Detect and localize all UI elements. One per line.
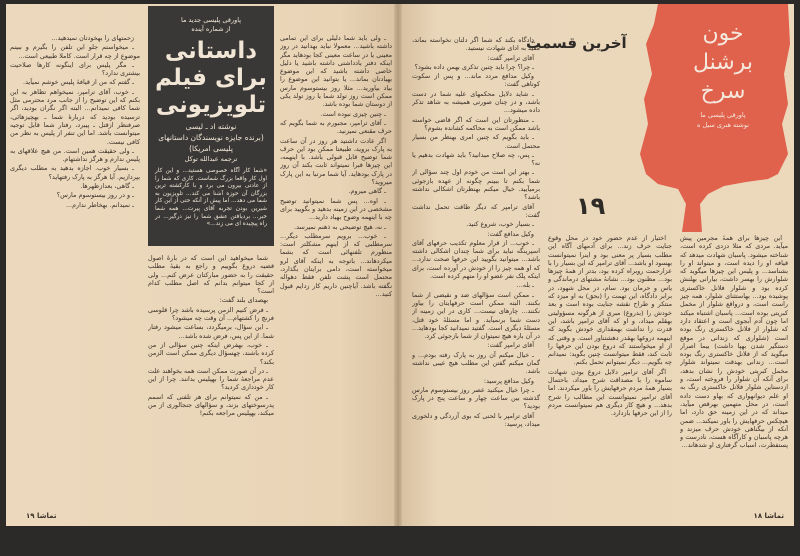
red-headline [673,19,773,130]
paragraph: ـ نه، هیچ توضیحی به ذهنم نمیرسد. [294,222,386,231]
paragraph: آقای ترامپر گفت: [487,53,534,62]
subtitle: پاورقی پلیسی ما [700,111,746,119]
paragraph: این چیزها برای همهٔ مجرمین پیش میآید. مردی که مثلا دزدی کرده است، شناخته میشود. پاسبان شهادت میدهد که قیافه او را دیده است، و میتواند او را بشناسد... و پلیس این چیزها میگوید که شلوارش را بهسر داشت، بیارانی بهلنش کرده بود و شلوار فلانل خاکستری پوشیده بود... بهاستثنای شلوار، همه چیز راست است، و درواقع شلوار از مخمل کبریتی بوده است... پاسبان اشتباه میکند اما چون آدم آبجوی است و اعتقاد دارد که شلوار از فلانل خاکستری رنگ بوده است (شلواری که زندانی در موقع دستگیر شدن بهپا داشت) بیما اصرار میگوید که از فلانل خاکستری رنگ بوده است... زندانی بهدقت نمیتواند شلوار مخمل کبریتی خودش را نشان بدهد، برای آنکه آن شلوار را فروخته است، و ازدستاین شلوار فلانل خاکستری رنگ به او علم دیوانهواری که بهاو دست داده است، در محل متهمین بهرقص میآید، میداند که در این زمینه حق دارد، اما هیچکس حرفهایش را باور نمیکند... ضمن آنکه از بیگناهی خودش حرف میزند و هرچه پاسبان و کارآگاه هست، نادرست و پستفطرت، اسباب گرفتاری او شدهاند... [680,234,788,450]
left-column-2 [148,254,274,512]
paragraph: وکیل مدافع مردد ماند... و پس از سکوت کوتاهی گفت: [412,72,540,89]
page-number-right: تماشا ۱۸ [753,512,784,520]
paragraph: ـ گفتم که من از قیافهٔ پلیس خوشم نمیآید. [23,78,134,87]
paragraph: ـ ولی حقیقت همین است. من هیچ علاقهای به پلیس ندارم و هرگز نداشتهام. [10,146,140,164]
author: نوشته اد ـ لیسی [185,122,237,131]
paragraph: آقای ترامپر گفت: [487,341,534,350]
paragraph: ـ نمیدانم. بهخاطر ندارم... [65,200,134,209]
paragraph: وکیل مدافع گفت: [487,229,534,238]
paragraph: آقای ترامپر با لحنی که بوی آزردگی و دلخوری میداد، پرسید: [412,411,540,429]
paragraph: ـ بسیار خوب، شروع کنید. [466,220,534,229]
translator: ترجمه عبدالله توکل [184,155,238,163]
paragraph: اختیار از عدم حضور خود در محل وقوع جنایت حرف زند... برای آدمهای آگاه این مطلب بسیار پر معنی بود و اینرا نمیتوانست بهسود او باشد... آقای ترامپر که این بسیار را با عزارحمت روبراه کرده بود، بدتر از همهٔ چیزها بود... مظنون بود... نشانهٔ مشتهای درماندگی و یاس و حرمان بود. سام، در محل شهود، در برابر دادگاه، این تهمت را (بحق) به او میزد که منتکر و طراح نقشه جنایت بوده است و بعد خودش را (بدروغ) مبری از هرگونه مسؤولیتی بهقلم میداد، و او که آقای ترامپر باشد، این قدرت را نداشت بهمقداری خودش بگوید که اینهمه دروغها بهقدر دهشتناور است. و وقتی که از او میخواستند که دروغ بودن این حرفها را ثابت کند، فقط میتوانست چنین بگوید: نمیدانم چه بگویم... دیگر نمیتوانم تحمل بکنم. [548,234,672,367]
right-column-2 [548,234,672,514]
paragraph: ـ مگر پلیس برای اینگونه کارها صلاحیت بیشتری ندارد؟ [10,60,140,78]
paragraph: ـ باید بگویم که چنین امری بهنظر من بسیار محتمل است. [412,133,540,150]
episode-number: ۱۹ [576,192,606,220]
paragraph: ـ میخواستم جلو این تلفن را بگیرم و ببینم موضوع از چه قرار است. کاملا طبیعی است... [10,43,140,60]
page-number-left: تماشا ۱۹ [26,512,57,520]
paragraph: ـ ممکن است سؤالهای ضد و نقیضی از شما بکنند. البته ممکن است حرفهایتان را بیاور نکنند... چارهای نیست... کاری در این زمینه از دست شما برنمیآید. و اما مسئلهٔ خود قتل، مسئلهٔ دیگری است. گفتید نمیدانید کجا بودهاید... در آن باره هیچ نمیتوان از شما بازجوئی کرد. [412,290,540,341]
left-column-1 [10,34,140,504]
paragraph: ـ خوب... برویم سرمطلب دیگر... سرمطلبی که از اینهم مشکلتر است: منظورم تلفنهائی است که بشما میکردهاند... باتوجه به اینکه آقای لرو میخواسته است، دامی برایتان بگذارد، محتمل است پشت تلفن فقط دهواله نگفته باشد. آیاچنین داریم کار زدایم قبول کنید... [280,231,392,298]
paragraph: آقای ترامپر که دیگر طاقت تحمل نداشت گفت: [412,202,540,219]
left-column-3 [280,34,392,512]
paragraph: ـ در آن صورت ممکن است همه بخواهند علت عدم مراجعهٔ شما را بهپلیس بدانند. چرا از این کار خودداری کردید؟ [148,366,274,392]
right-column-3 [680,234,788,514]
paragraph: ـ خوب، بهفرض اینکه چنین سؤالی از من کرده باشند، چهسؤال دیگری ممکن است الزمن بکند؟ [148,340,274,366]
paragraph: ـ گاهی میروم. [348,187,386,196]
page-gutter [394,4,402,526]
paragraph: ـ پس، چه صلاح میدانید؟ باید شهادت بدهیم یا نه؟ [412,150,540,168]
byline: نوشته هنری سیل ه [696,121,750,129]
story-title-right: خون برشنل سرخ [693,21,753,104]
story-title: داستانی برای فیلم تلویزیونی [155,38,267,118]
paragraph: ـ و در روز بیستوسوم مارس؟ [56,191,134,200]
paragraph: ـ شاید دلایل محکمهای علیه شما در دست باشد، و در چنان صورتی همیشه به شاهد تذکر داده میشود... [412,89,540,115]
paragraph: وکیل مدافع پرسید: [483,376,534,385]
paragraph: دادگاه بکند که شما اگر دلتان نخواسته بماند، مقید به ادای شهادت نیستید. [412,36,540,53]
paragraph: ـ خوب... از قرار معلوم تکذیب حرفهای آقای اسپرینگه نباید برای شما چندان اشکالی داشته باشد... میتوانید بگویید این حرفها صحت ندارد... که او همه چیز را از خودش در آورده است، برای اینکه پلک نفر عضو او را متهم کرده است. [412,238,540,281]
paragraph: شما میخواهید این است که در بارهٔ اصول قضیه دروغ بگوییم و راجع به بقیهٔ مطلب حقیقت را به حضور مبارکتان عرض کنم... ولی از کجا میتوانم بدانم که اصل مطلب کدام است؟ [148,254,274,296]
paragraph: ـ گاهی، بعدازظهرها. [80,182,134,191]
paragraph: ـ چرا؟ چرا باید چنین تذکری بهمن داده بشود؟ [414,62,534,71]
left-page [6,4,398,526]
paragraph: ـ منظورتان این است که اگر قاضی خواسته باشد ممکن است به محاکمه کشانده بشوم؟ [412,115,540,132]
paragraph: ـ آقای ترامپر، مجبورم به شما بگویم که حرف مقنعی نمیزنید. [280,118,392,136]
story-intro: «شما کار آگاه خصوصی هستید... و این کار اول کار واقعا بزرگ شماست. کاری که شما را از عادتی بیرون می برد و با کارکشته ترین بزرگان آن حوزه آشنا می کند... تلویزیون به شما می دهد... اما پیش از آنکه حتی از این کار شیرین بودن تجربه آقای پیرت... همه شما خبر... بردیافتن عشق شما را نیز درگیر... در راه پیچیده ای می زند...» [155,168,267,228]
paragraph: ـ فرض کنیم الزمن پرسیده باشد چرا قلوسی فرنچ را کشتهام... آن وقت چه میشود؟ [148,305,274,323]
paragraph: ـ ولی باید شما دلیلی برای این تمامی داشته باشید... معمولا نباید بهدانید در روز معینی یا در ساعت معینی کجا بودهاید مگر اینکه دفتر یادداشتی داشته باشید یا دلیل خاصی داشته باشید که این موضوع بهیادتان بماند... یا بتوانید این موضوع را بیاد بیاورید... مثلا روز بیستوسوم مارس ممکن است روز تولد شما یا روز تولد یکی از دوستان شما بوده باشد. [280,34,392,109]
paragraph: ـ چنین چیزی نبوده است. [320,109,386,118]
paragraph: ـ بسیار خوب. اجازه بدهید به مطلب دیگری بپردازیم. آیا هرگز به پارک رفتهاید؟ [10,164,140,181]
paragraph: ـ چرا خیال میکنید عصر روز بیستوسوم مارس گذشته بین ساعت چهار و ساعت پنج در پارک بودید؟ [412,385,540,411]
award-note: (برنده جایزه نویسندگان داستانهای پلیسی امریکا) [158,133,264,153]
paragraph: اگر عادت داشتید هر روز در آن ساعت به پارک بروید، طبیعتا ممکن بود این حرف شما توضیح قابل قبولی باشد. با اینهمه، این چیزها قبرا نمیتواند ثابت بکند آن روز در پارک بودهاید. آیا شما مرتبا به این پارک میروید؟ [280,136,392,187]
last-part-label: آخرین قسمت [526,34,627,52]
paragraph: بهصدای بلند گفت: [219,296,268,305]
paragraph: ـ این سؤال، برمیگردد، بساعت میشود رفتار شما. از این پس، فرض شده باشد... [148,323,274,340]
paragraph: زحمتهای را بهخودتان نمیدهید... [51,34,134,42]
right-column-1 [412,36,540,514]
paragraph: ـ اوه... پس شما نمیتوانید توضیح مشخصی در این زمینه بدهید و بگویید برای چه با اینهمه وضوح بهیاد دارید... [280,196,392,222]
paragraph: ـ بهتر این است من خودم اول چند سؤالی از شما بکنم تا ببینم چگونه از عهده بازجوئی برمیآیید. خیال میکنم بهنظرتان اشکالی نداشته باشد؟ [412,168,540,202]
paragraph: اگر آقای ترامپر دلایل دروغ بودن شهادت ساموه را با مصداقت شرح میداد، باحتمال بسیار همهٔ مردم حرفهایش را باور میکردند. اما آقای ترامپر نمیتوانست این مطالب را شرح بدهد... و هیچ کار دیگری هم نمیتوانست مردم را از این حرفها بازدارد. [548,367,672,418]
right-page [398,4,794,526]
paragraph: ـ من که نمیتوانم برای هر تلفنی که اسمم پدرسوختهای بزند، و سؤالهای جنجالوری از من میکند، بهپلیس مراجعه بکنم! [148,392,274,418]
kicker: پاورقی پلیسی جدید ما از شماره آینده [180,16,242,33]
paragraph: ـ خیال میکنم آن روز به پارک رفته بودم... و گمان میکنم گفتن این مطلب هیچ عیبی نداشته باشد. [412,350,540,376]
paragraph: ـ بله... [516,281,534,290]
paragraph: ـ خوب، آقای ترامپر، نمیخواهم تظاهر به این بکنم که این توضیح را از جانب مرد محترمی مثل شما کافی نمیدانم... البته اگر نگران بودید، اگر ترسیده بودید که دربارهٔ شما ـ بهچیزهائی، صرفنظر ازقتل ـ پیبرد، رفتار شما قابل توجیه میتوانست باشد. اما این تنفر از پلیس به نظر من کافی نیست. [10,87,140,146]
story-announcement-box [148,6,274,246]
